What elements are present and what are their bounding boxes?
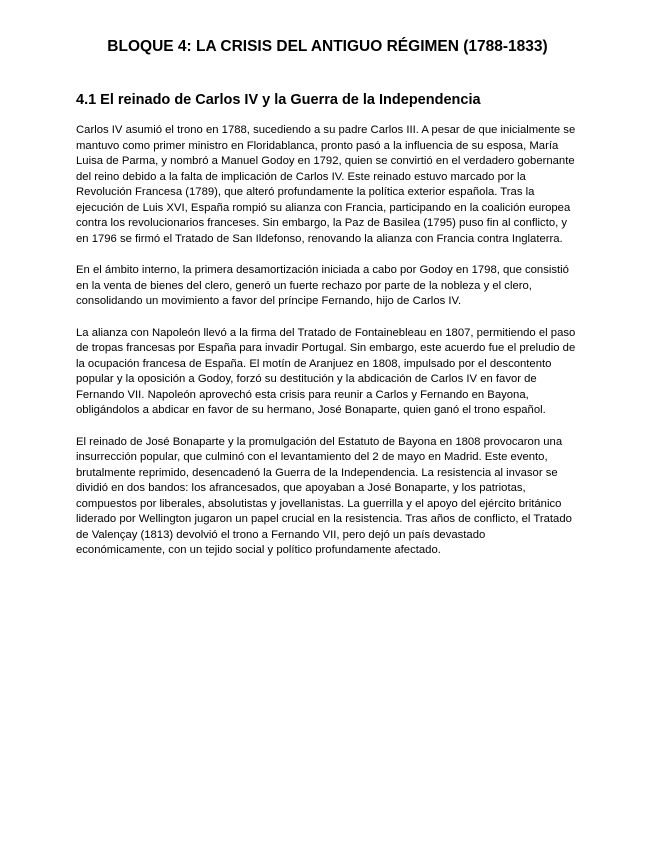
paragraph-4: El reinado de José Bonaparte y la promulgación del Estatuto de Bayona en 1808 provocaron una insurrección popular, que culminó con el levantamiento del 2 de mayo en Madrid. Este evento, brutalmente reprimido, desencadenó la Guerra de la Independencia. La resistencia al invasor se dividió en dos bandos: los afrancesados, que apoyaban a José Bonaparte, y los patriotas, compuestos por liberales, absolutistas y jovellanistas. La guerrilla y el apoyo del ejército británico liderado por Wellington jugaron un papel crucial en la resistencia. Tras años de conflicto, el Tratado de Valençay (1813) devolvió el trono a Fernando VII, pero dejó un país devastado económicamente, con un tejido social y político profundamente afectado. bbox=[76, 435, 572, 556]
paragraph-2: En el ámbito interno, la primera desamortización iniciada a cabo por Godoy en 1798, que consistió en la venta de bienes del clero, generó un fuerte rechazo por parte de la nobleza y el clero, consolidando un movimiento a favor del príncipe Fernando, hijo de Carlos IV. bbox=[76, 264, 569, 307]
paragraph-1: Carlos IV asumió el trono en 1788, sucediendo a su padre Carlos III. A pesar de que inicialmente se mantuvo como primer ministro en Floridablanca, pronto pasó a la influencia de su esposa, María Luisa de Parma, y nombró a Manuel Godoy en 1792, quien se convirtió en el verdadero gobernante del reino debido a la falta de implicación de Carlos IV. Este reinado estuvo marcado por la Revolución Francesa (1789), que alteró profundamente la política exterior española. Tras la ejecución de Luis XVI, España rompió su alianza con Francia, participando en la coalición europea contra los revolucionarios franceses. Sin embargo, la Paz de Basilea (1795) puso fin al conflicto, y en 1796 se firmó el Tratado de San Ildefonso, renovando la alianza con Francia contra Inglaterra. bbox=[76, 124, 576, 245]
document-title: BLOQUE 4: LA CRISIS DEL ANTIGUO RÉGIMEN (1788-1833) bbox=[107, 38, 548, 55]
document-body bbox=[76, 123, 576, 575]
section-heading: 4.1 El reinado de Carlos IV y la Guerra de la Independencia bbox=[76, 92, 481, 108]
paragraph-3: La alianza con Napoleón llevó a la firma del Tratado de Fontainebleau en 1807, permitiendo el paso de tropas francesas por España para invadir Portugal. Sin embargo, este acuerdo fue el preludio de la ocupación francesa de España. El motín de Aranjuez en 1808, impulsado por el descontento popular y la oposición a Godoy, forzó su destitución y la abdicación de Carlos IV en favor de Fernando VII. Napoleón aprovechó esta crisis para reunir a Carlos y Fernando en Bayona, obligándolos a abdicar en favor de su hermano, José Bonaparte, quien ganó el trono español. bbox=[76, 326, 576, 416]
